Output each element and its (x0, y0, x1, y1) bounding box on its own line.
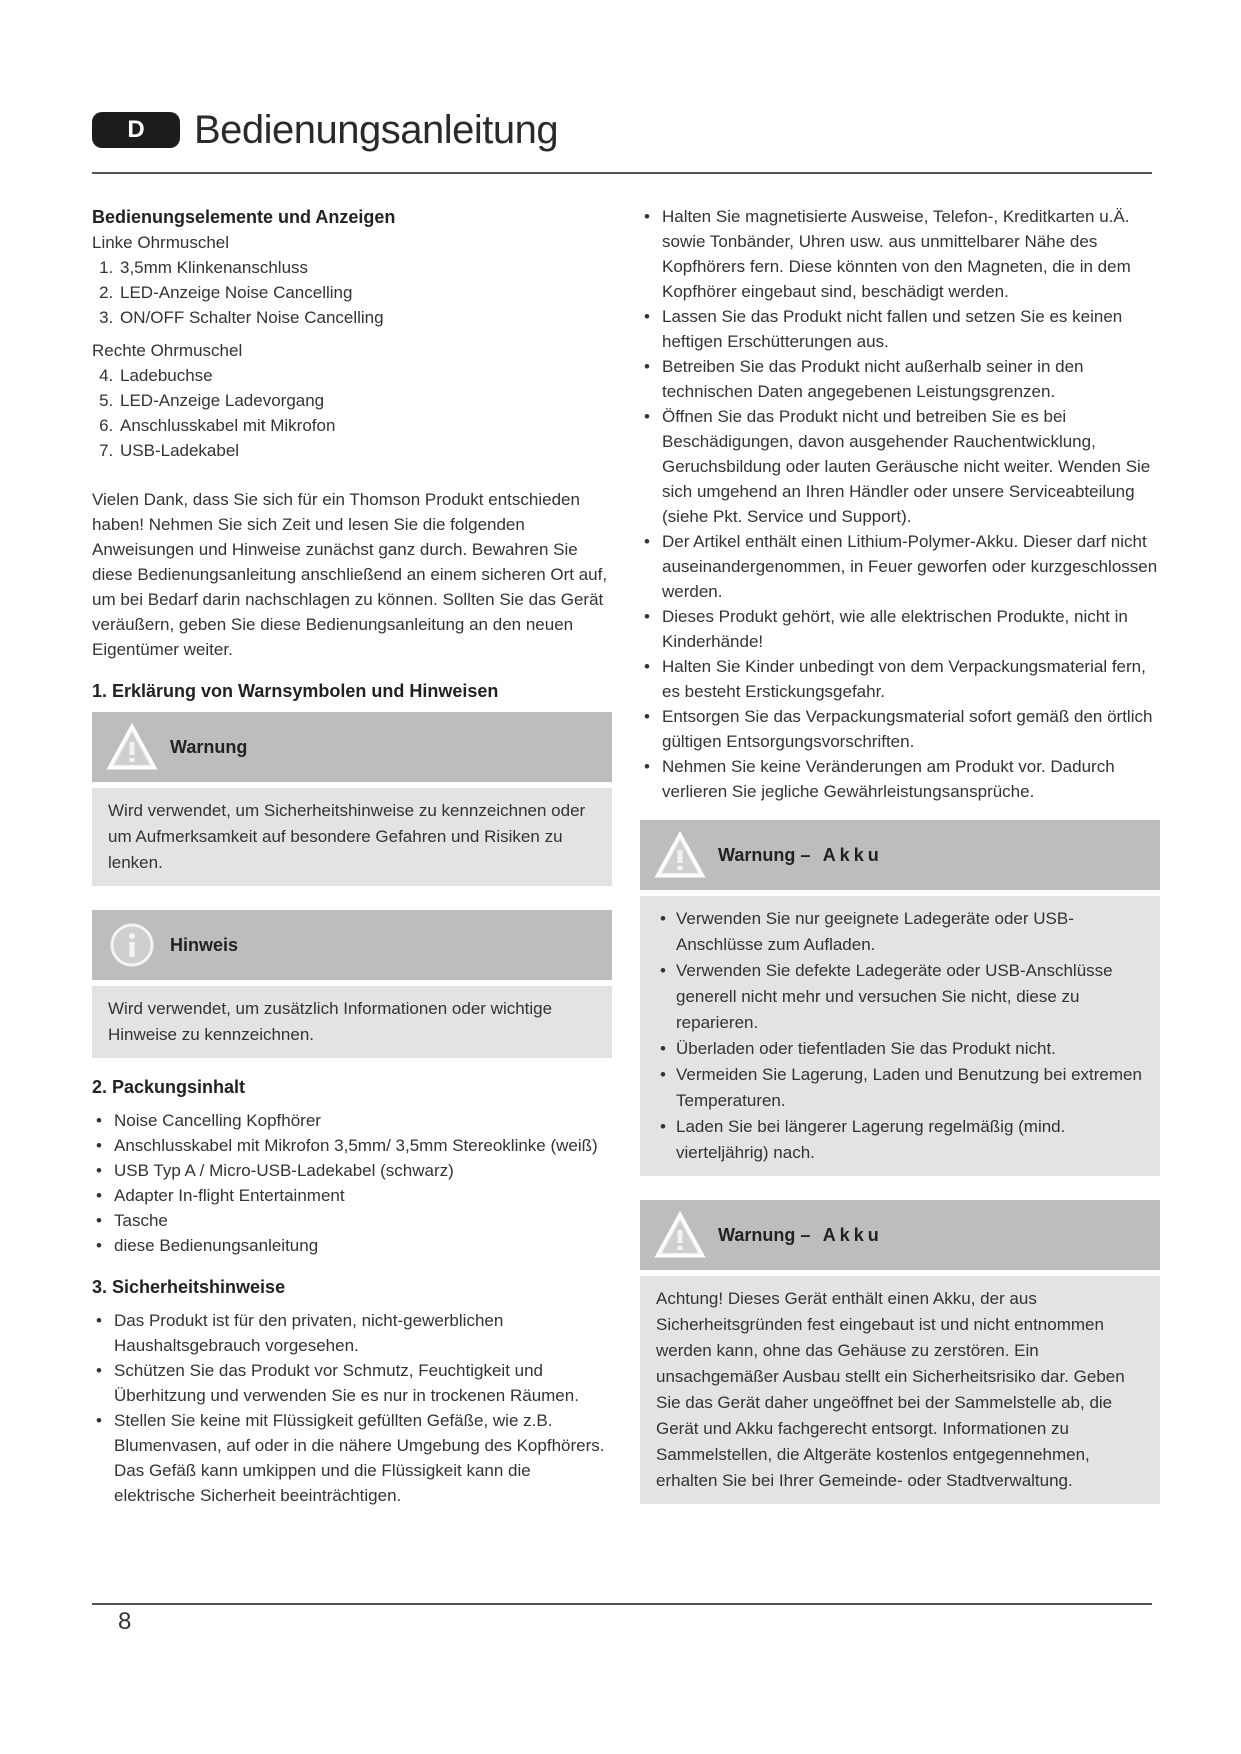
list-item: • Verwenden Sie nur geeignete Ladegeräte oder USB-Anschlüsse zum Aufladen. (656, 906, 1144, 958)
list-item: • Lassen Sie das Produkt nicht fallen und setzen Sie es keinen heftigen Erschütterungen aus. (640, 304, 1160, 354)
controls-heading: Bedienungselemente und Anzeigen (92, 207, 396, 227)
safety-list-left (92, 1308, 612, 1508)
list-item: • Halten Sie magnetisierte Ausweise, Telefon-, Kreditkarten u.Ä. sowie Tonbänder, Uhren usw. aus unmittelbarer Nähe des Kopfhörers fern. Diese könnten von den Magneten, die in dem Kopfhörer eingebaut sind, beschädigt werden. (640, 204, 1160, 304)
note-body: Wird verwendet, um zusätzlich Informationen oder wichtige Hinweise zu kennzeichnen. (92, 986, 612, 1058)
header-divider (92, 172, 1152, 174)
list-item: 7. USB-Ladekabel (118, 438, 612, 463)
page-number: 8 (118, 1608, 132, 1635)
battery-warning-2-label (718, 1200, 883, 1270)
warning-triangle-icon (106, 722, 158, 772)
list-item: • Halten Sie Kinder unbedingt von dem Verpackungsmaterial fern, es besteht Erstickungsgefahr. (640, 654, 1160, 704)
right-cup-list (92, 363, 612, 463)
note-header (92, 910, 612, 980)
warning-triangle-icon (654, 830, 706, 880)
list-item: • Adapter In-flight Entertainment (92, 1183, 612, 1208)
list-item: • Entsorgen Sie das Verpackungsmaterial sofort gemäß den örtlich gültigen Entsorgungsvorschriften. (640, 704, 1160, 754)
warning-label: Warnung (170, 737, 248, 757)
left-cup-label: Linke Ohrmuschel (92, 233, 230, 252)
list-item: 6. Anschlusskabel mit Mikrofon (118, 413, 612, 438)
right-column (640, 204, 1160, 1504)
battery-warning-2-word: Warnung (718, 1225, 796, 1245)
battery-warning-suffix: – Akku (800, 845, 883, 865)
list-item: 5. LED-Anzeige Ladevorgang (118, 388, 612, 413)
info-icon (106, 920, 158, 970)
list-item: 3. ON/OFF Schalter Noise Cancelling (118, 305, 612, 330)
list-item: 1. 3,5mm Klinkenanschluss (118, 255, 612, 280)
list-item: • diese Bedienungsanleitung (92, 1233, 612, 1258)
left-cup-list (92, 255, 612, 330)
warning-triangle-icon (654, 1210, 706, 1260)
warning-header (92, 712, 612, 782)
list-item: • Schützen Sie das Produkt vor Schmutz, Feuchtigkeit und Überhitzung und verwenden Sie es nur in trockenen Räumen. (92, 1358, 612, 1408)
right-cup-label: Rechte Ohrmuschel (92, 341, 243, 360)
battery-warning-body (640, 896, 1160, 1176)
footer-divider (92, 1603, 1152, 1605)
battery-warning-header (640, 820, 1160, 890)
list-item: • USB Typ A / Micro-USB-Ladekabel (schwarz) (92, 1158, 612, 1183)
list-item: • Verwenden Sie defekte Ladegeräte oder USB-Anschlüsse generell nicht mehr und versuchen Sie nicht, diese zu reparieren. (656, 958, 1144, 1036)
note-label: Hinweis (170, 935, 239, 955)
left-column (92, 204, 612, 1508)
safety-list-right (640, 204, 1160, 804)
list-item: • Betreiben Sie das Produkt nicht außerhalb seiner in den technischen Daten angegebenen Leistungsgrenzen. (640, 354, 1160, 404)
language-badge: D (92, 112, 180, 148)
battery-warning-word: Warnung (718, 845, 796, 865)
list-item: • Dieses Produkt gehört, wie alle elektrischen Produkte, nicht in Kinderhände! (640, 604, 1160, 654)
section-2-heading: 2. Packungsinhalt (92, 1077, 246, 1097)
list-item: • Anschlusskabel mit Mikrofon 3,5mm/ 3,5mm Stereoklinke (weiß) (92, 1133, 612, 1158)
page-title: Bedienungsanleitung (194, 108, 559, 152)
battery-warning-label (718, 820, 883, 890)
intro-paragraph: Vielen Dank, dass Sie sich für ein Thomson Produkt entschieden haben! Nehmen Sie sich Zeit und lesen Sie die folgenden Anweisungen und Hinweise zunächst ganz durch. Bewahren Sie diese Bedienungsanleitung anschließend an einem sicheren Ort auf, um bei Bedarf darin nachschlagen zu können. Sollten Sie das Gerät veräußern, geben Sie diese Bedienungsanleitung an den neuen Eigentümer weiter. (92, 490, 608, 659)
battery-disposal-text: Achtung! Dieses Gerät enthält einen Akku, der aus Sicherheitsgründen fest eingebaut ist und nicht entnommen werden kann, ohne das Gehäuse zu zerstören. Ein unsachgemäßer Ausbau stellt ein Sicherheitsrisiko dar. Geben Sie das Gerät daher ungeöffnet bei der Sammelstelle ab, die Gerät und Akku fachgerecht entsorgt. Informationen zu Sammelstellen, die Altgeräte kostenlos entgegennehmen, erhalten Sie bei Ihrer Gemeinde- oder Stadtverwaltung. (640, 1276, 1160, 1504)
list-item: 4. Ladebuchse (118, 363, 612, 388)
package-list (92, 1108, 612, 1258)
section-3-heading: 3. Sicherheitshinweise (92, 1277, 286, 1297)
battery-list (656, 906, 1144, 1166)
list-item: 2. LED-Anzeige Noise Cancelling (118, 280, 612, 305)
battery-warning-2-suffix: – Akku (800, 1225, 883, 1245)
list-item: • Nehmen Sie keine Veränderungen am Produkt vor. Dadurch verlieren Sie jegliche Gewährleistungsansprüche. (640, 754, 1160, 804)
warning-body: Wird verwendet, um Sicherheitshinweise zu kennzeichnen oder um Aufmerksamkeit auf besondere Gefahren und Risiken zu lenken. (92, 788, 612, 886)
list-item: • Öffnen Sie das Produkt nicht und betreiben Sie es bei Beschädigungen, davon ausgehender Rauchentwicklung, Geruchsbildung oder lauten Geräusche nicht weiter. Wenden Sie sich umgehend an Ihren Händler oder unsere Serviceabteilung (siehe Pkt. Service und Support). (640, 404, 1160, 529)
list-item: • Stellen Sie keine mit Flüssigkeit gefüllten Gefäße, wie z.B. Blumenvasen, auf oder in die nähere Umgebung des Kopfhörers. Das Gefäß kann umkippen und die Flüssigkeit kann die elektrische Sicherheit beeinträchtigen. (92, 1408, 612, 1508)
list-item: • Laden Sie bei längerer Lagerung regelmäßig (mind. vierteljährig) nach. (656, 1114, 1144, 1166)
list-item: • Tasche (92, 1208, 612, 1233)
battery-warning-2-header (640, 1200, 1160, 1270)
list-item: • Noise Cancelling Kopfhörer (92, 1108, 612, 1133)
section-1-heading: 1. Erklärung von Warnsymbolen und Hinweisen (92, 681, 499, 701)
list-item: • Vermeiden Sie Lagerung, Laden und Benutzung bei extremen Temperaturen. (656, 1062, 1144, 1114)
list-item: • Das Produkt ist für den privaten, nicht-gewerblichen Haushaltsgebrauch vorgesehen. (92, 1308, 612, 1358)
list-item: • Der Artikel enthält einen Lithium-Polymer-Akku. Dieser darf nicht auseinandergenommen, in Feuer geworfen oder kurzgeschlossen werden. (640, 529, 1160, 604)
list-item: • Überladen oder tiefentladen Sie das Produkt nicht. (656, 1036, 1144, 1062)
